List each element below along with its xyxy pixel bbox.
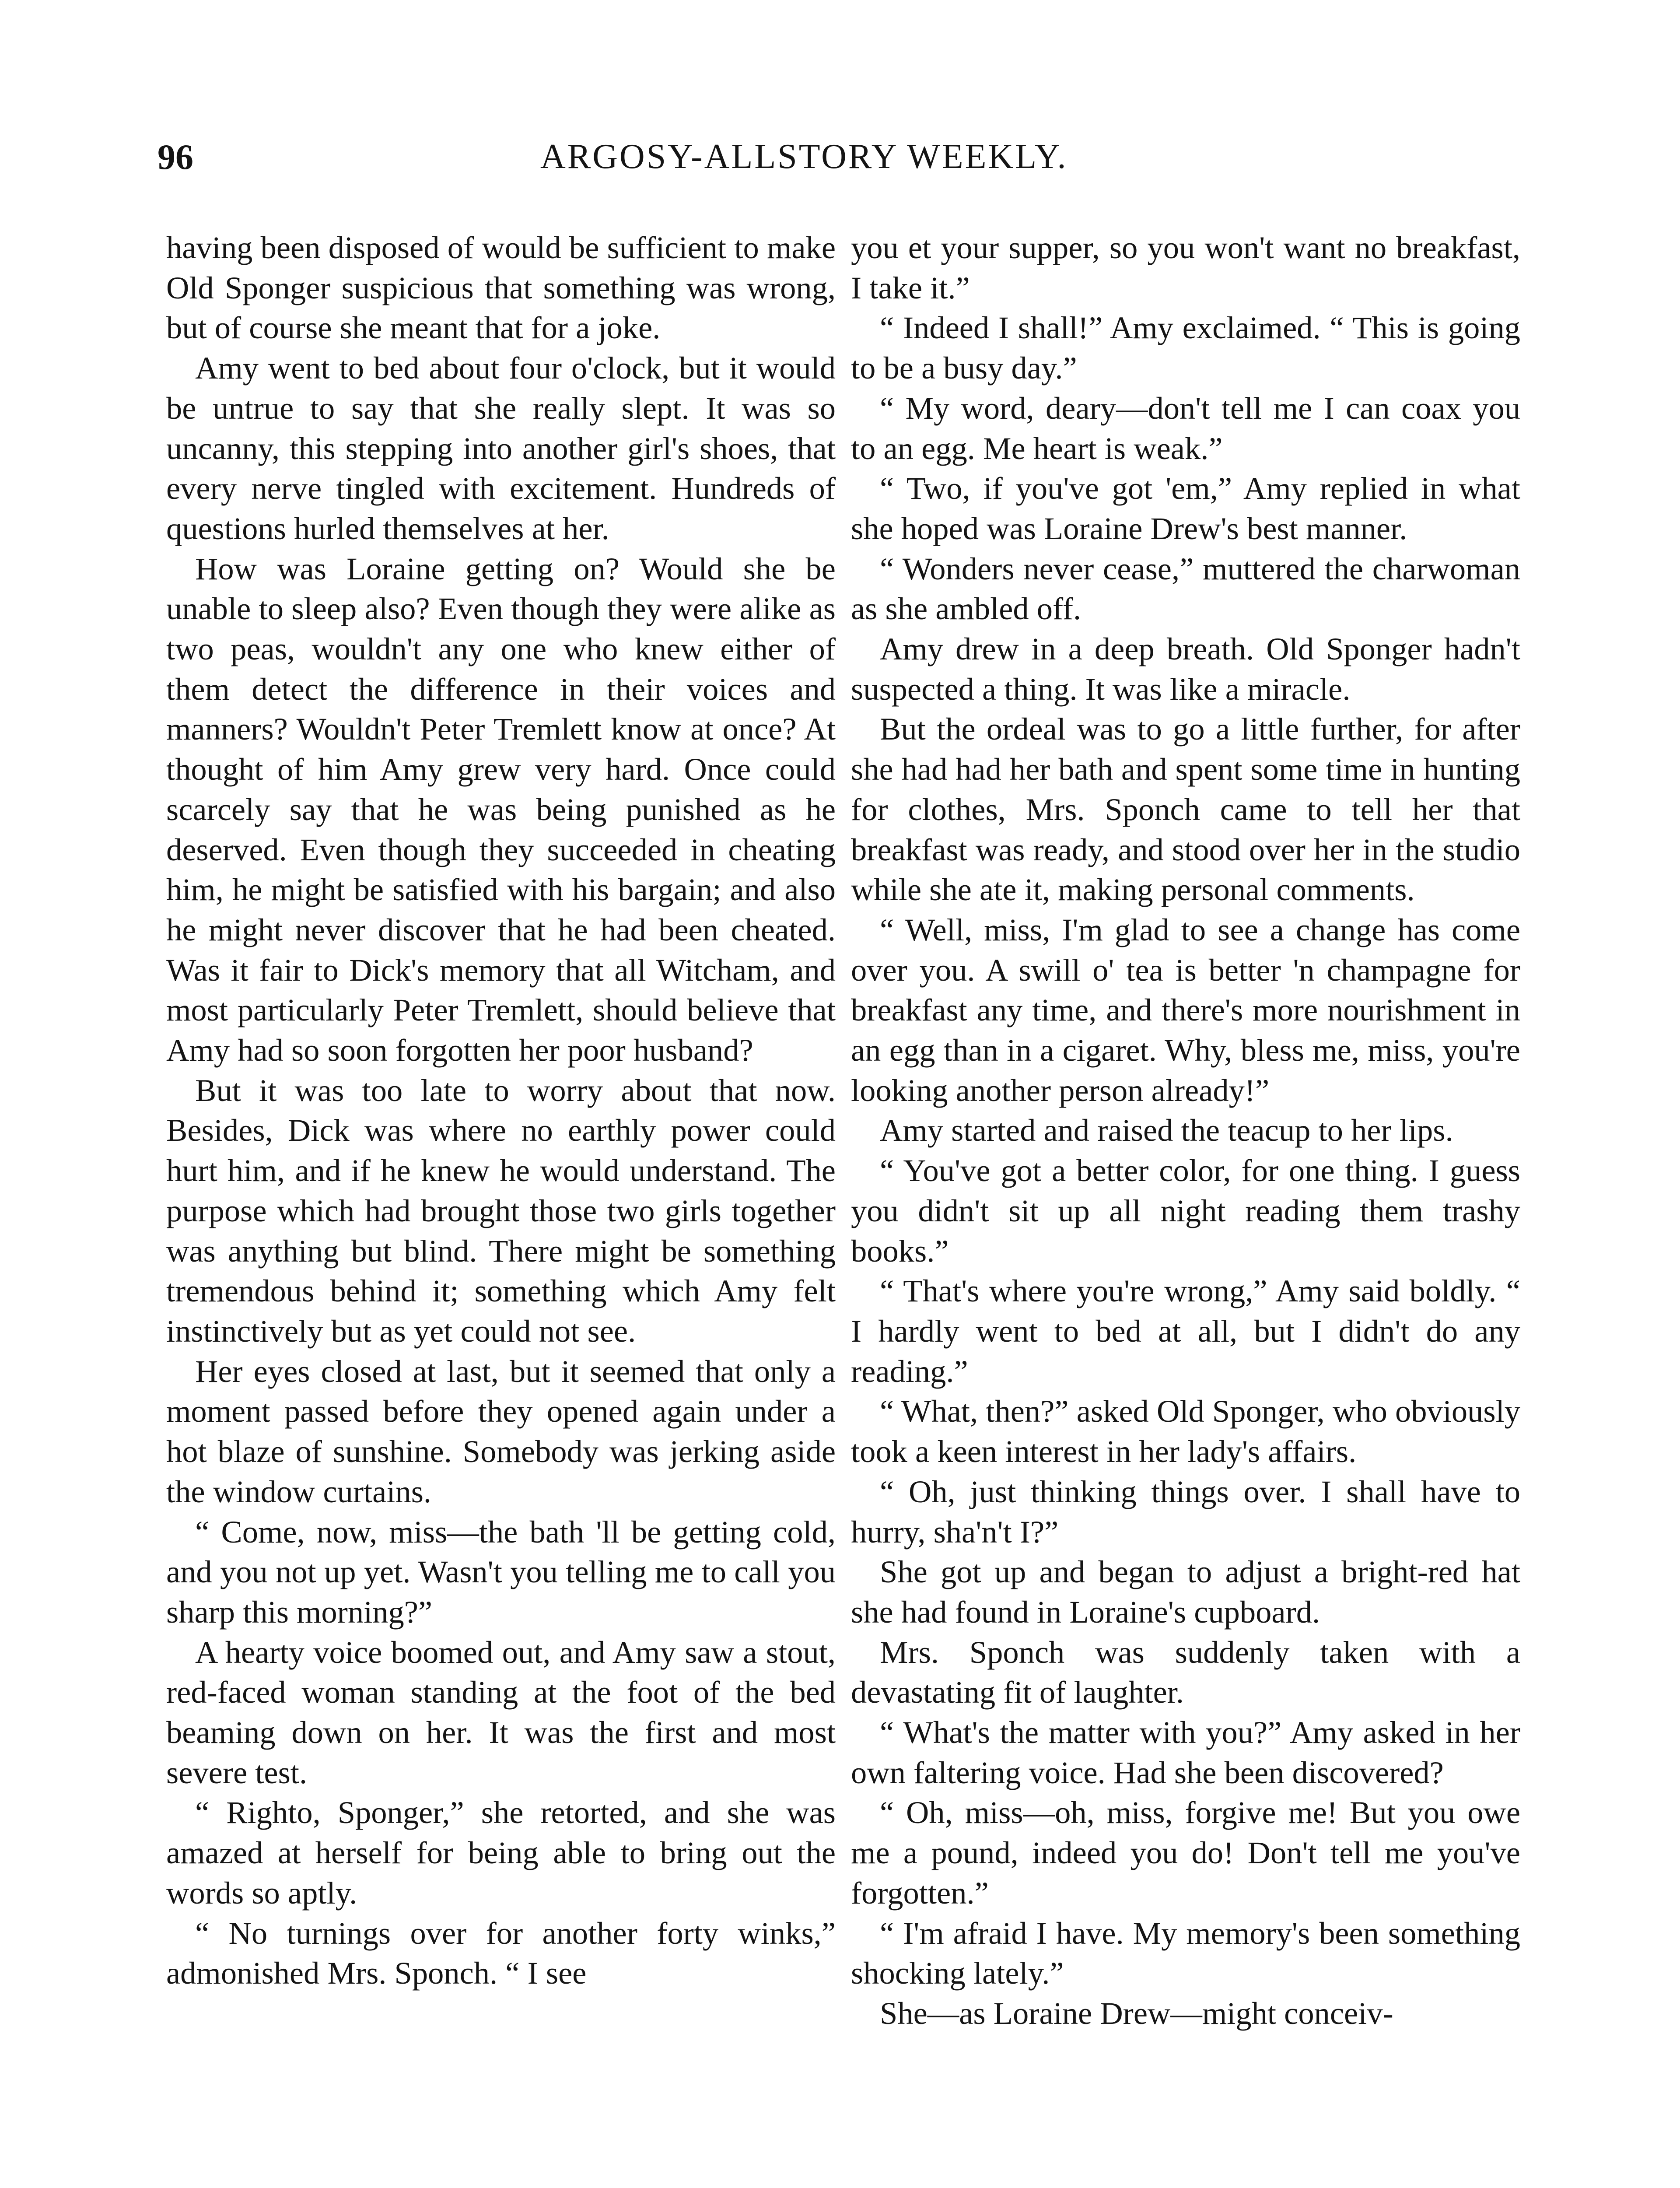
right-paragraph: “ What's the matter with you?” Amy asked in her own faltering voice. Had she been discovered? <box>851 1715 1520 1790</box>
right-paragraph: “ Oh, miss—oh, miss, forgive me! But you owe me a pound, indeed you do! Don't tell me you've forgotten.” <box>851 1795 1520 1911</box>
right-paragraph: But the ordeal was to go a little further, for after she had had her bath and spent some time in hunting for clothes, Mrs. Sponch came to tell her that breakfast was ready, and stood over her in the studio while she ate it, making personal comments. <box>851 711 1520 908</box>
right-paragraph: Mrs. Sponch was suddenly taken with a devastating fit of laughter. <box>851 1634 1520 1710</box>
right-paragraph: Amy started and raised the teacup to her lips. <box>880 1112 1453 1148</box>
right-paragraph: “ Oh, just thinking things over. I shall have to hurry, sha'n't I?” <box>851 1473 1520 1550</box>
right-paragraph: “ I'm afraid I have. My memory's been something shocking lately.” <box>851 1915 1520 1991</box>
page-number: 96 <box>158 137 193 177</box>
left-paragraph: But it was too late to worry about that now. Besides, Dick was where no earthly power could hurt him, and if he knew he would understand. The purpose which had brought those two girls together was anything but blind. There might be something tremendous behind it; something which Amy felt instinctively but as yet could not see. <box>166 1072 836 1349</box>
right-paragraph: you et your supper, so you won't want no breakfast, I take it.” <box>851 230 1520 305</box>
right-paragraph: She—as Loraine Drew—might conceiv- <box>880 1995 1393 2031</box>
left-paragraph: A hearty voice boomed out, and Amy saw a stout, red-faced woman standing at the foot of the bed beaming down on her. It was the first and most severe test. <box>166 1634 836 1790</box>
right-paragraph: She got up and began to adjust a bright-red hat she had found in Loraine's cupboard. <box>851 1554 1520 1630</box>
left-paragraph: “ Righto, Sponger,” she retorted, and she was amazed at herself for being able to bring out the words so aptly. <box>166 1795 836 1911</box>
right-paragraph: “ Indeed I shall!” Amy exclaimed. “ This is going to be a busy day.” <box>851 310 1520 386</box>
right-paragraph: “ That's where you're wrong,” Amy said boldly. “ I hardly went to bed at all, but I didn't do any reading.” <box>851 1273 1520 1389</box>
right-paragraph: Amy drew in a deep breath. Old Sponger hadn't suspected a thing. It was like a miracle. <box>851 631 1520 707</box>
left-paragraph: How was Loraine getting on? Would she be unable to sleep also? Even though they were alike as two peas, wouldn't any one who knew either of them detect the difference in their voices and manners? Wouldn't Peter Tremlett know at once? At thought of him Amy grew very hard. Once could scarcely say that he was being punished as he deserved. Even though they succeeded in cheating him, he might be satisfied with his bargain; and also he might never discover that he had been cheated. Was it fair to Dick's memory that all Witcham, and most particularly Peter Tremlett, should believe that Amy had so soon forgotten her poor husband? <box>166 551 836 1068</box>
left-paragraph: “ Come, now, miss—the bath 'll be getting cold, and you not up yet. Wasn't you telling me to call you sharp this morning?” <box>166 1514 836 1630</box>
right-paragraph: “ Two, if you've got 'em,” Amy replied in what she hoped was Loraine Drew's best manner. <box>851 470 1520 546</box>
left-paragraph: having been disposed of would be sufficient to make Old Sponger suspicious that something was wrong, but of course she meant that for a joke. <box>166 230 836 346</box>
right-paragraph: “ What, then?” asked Old Sponger, who obviously took a keen interest in her lady's affairs. <box>851 1393 1520 1469</box>
left-column <box>166 228 836 1993</box>
left-paragraph: Amy went to bed about four o'clock, but it would be untrue to say that she really slept. It was so uncanny, this stepping into another girl's shoes, that every nerve tingled with excitement. Hundreds of questions hurled themselves at her. <box>166 350 836 546</box>
right-paragraph: “ My word, deary—don't tell me I can coax you to an egg. Me heart is weak.” <box>851 390 1520 466</box>
right-paragraph: “ You've got a better color, for one thing. I guess you didn't sit up all night reading them trashy books.” <box>851 1153 1520 1269</box>
right-paragraph: “ Wonders never cease,” muttered the charwoman as she ambled off. <box>851 551 1520 627</box>
right-column <box>851 228 1520 2034</box>
running-title: ARGOSY-ALLSTORY WEEKLY. <box>540 137 1068 176</box>
right-paragraph: “ Well, miss, I'm glad to see a change has come over you. A swill o' tea is better 'n champagne for breakfast any time, and there's more nourishment in an egg than in a cigaret. Why, bless me, miss, you're looking another person already!” <box>851 912 1520 1108</box>
left-paragraph: “ No turnings over for another forty winks,” admonished Mrs. Sponch. “ I see <box>166 1915 836 1991</box>
left-paragraph: Her eyes closed at last, but it seemed that only a moment passed before they opened again under a hot blaze of sunshine. Somebody was jerking aside the window curtains. <box>166 1353 836 1509</box>
